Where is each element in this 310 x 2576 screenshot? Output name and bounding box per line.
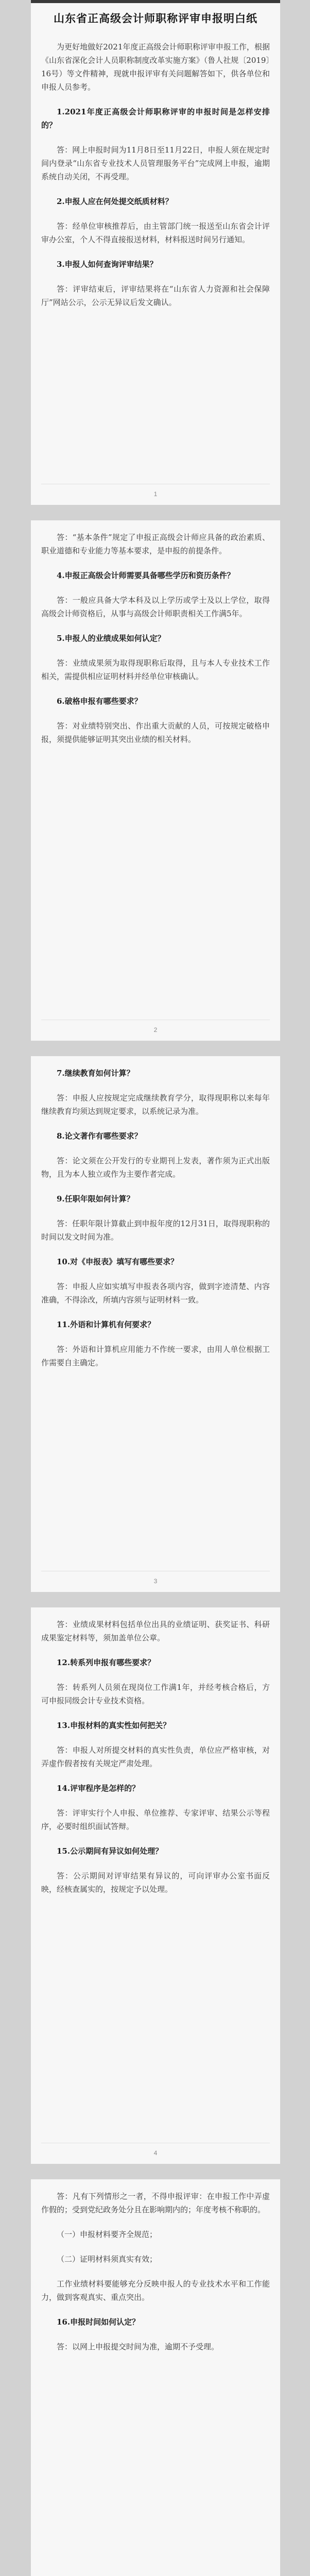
body-paragraph: 答：业绩成果须为取得现职称后取得，且与本人专业技术工作相关，需提供相应证明材料并经单位审核确认。 bbox=[41, 658, 270, 681]
question-paragraph: 16.申报时间如何认定？ bbox=[57, 2317, 140, 2327]
body-paragraph: 答：申报人应按规定完成继续教育学分，取得现职称以来每年继续教育均须达到规定要求，以系统记录为准。 bbox=[41, 1093, 270, 1116]
document-title: 山东省正高级会计师职称评审申报明白纸 bbox=[54, 12, 257, 25]
document-page bbox=[31, 2179, 280, 2576]
body-paragraph: 工作业绩材料要能够充分反映申报人的专业技术水平和工作能力，做到客观真实、重点突出。 bbox=[41, 2279, 270, 2302]
body-paragraph: 答：公示期间对评审结果有异议的，可向评审办公室书面反映，经核查属实的，按规定予以处理。 bbox=[41, 1871, 270, 1894]
question-paragraph: 5.申报人的业绩成果如何认定？ bbox=[57, 634, 165, 643]
body-paragraph: 答：网上申报时间为11月8日至11月22日，申报人须在规定时间内登录“山东省专业技术人员管理服务平台”完成网上申报，逾期系统自动关闭，不再受理。 bbox=[41, 145, 270, 181]
body-paragraph: 为更好地做好2021年度正高级会计师职称评审申报工作，根据《山东省深化会计人员职称制度改革实施方案》（鲁人社规〔2019〕16号）等文件精神，现就申报评审有关问题解答如下，供各单位和申报人员参考。 bbox=[41, 42, 270, 92]
question-paragraph: 2.申报人应在何处提交纸质材料？ bbox=[57, 197, 173, 206]
question-paragraph: 1.2021年度正高级会计师职称评审的申报时间是怎样安排的？ bbox=[41, 107, 270, 130]
body-paragraph: 答：任职年限计算截止到申报年度的12月31日，取得现职称的时间以发文时间为准。 bbox=[41, 1219, 270, 1242]
body-paragraph: 答：评审实行个人申报、单位推荐、专家评审、结果公示等程序，必要时组织面试答辩。 bbox=[41, 1808, 270, 1831]
body-paragraph: 答：评审结束后，评审结果将在“山东省人力资源和社会保障厅”网站公示，公示无异议后发文确认。 bbox=[41, 284, 270, 307]
body-paragraph: 答：外语和计算机应用能力不作统一要求，由用人单位根据工作需要自主确定。 bbox=[41, 1345, 270, 1367]
page-body bbox=[41, 1618, 270, 1896]
page-number: 4 bbox=[153, 2149, 158, 2157]
document-page bbox=[31, 1056, 280, 1592]
document-page bbox=[31, 520, 280, 1041]
body-paragraph: 答：业绩成果材料包括单位出具的业绩证明、获奖证书、科研成果鉴定材料等，须加盖单位公章。 bbox=[41, 1620, 270, 1642]
page-number: 1 bbox=[153, 490, 158, 498]
question-paragraph: 7.继续教育如何计算？ bbox=[57, 1069, 134, 1078]
question-paragraph: 13.申报材料的真实性如何把关？ bbox=[57, 1721, 171, 1730]
body-paragraph: 答：论文须在公开发行的专业期刊上发表，著作须为正式出版物，且为本人独立或作为主要作者完成。 bbox=[41, 1156, 270, 1179]
page-number: 2 bbox=[153, 1026, 158, 1033]
page-body bbox=[41, 2190, 270, 2353]
body-paragraph: 答：“基本条件”规定了申报正高级会计师应具备的政治素质、职业道德和专业能力等基本要求，是申报的前提条件。 bbox=[41, 533, 270, 555]
page-body bbox=[41, 531, 270, 746]
question-paragraph: 15.公示期间有异议如何处理？ bbox=[57, 1846, 163, 1856]
body-paragraph: 答：对业绩特别突出、作出重大贡献的人员，可按规定破格申报，须提供能够证明其突出业绩的相关材料。 bbox=[41, 721, 270, 744]
document-page bbox=[31, 0, 280, 505]
body-paragraph: （一）申报材料要齐全规范； bbox=[57, 2230, 158, 2239]
question-paragraph: 10.对《申报表》填写有哪些要求？ bbox=[57, 1257, 179, 1266]
body-paragraph: 答：转系列人员须在现岗位工作满1年，并经考核合格后，方可申报同级会计专业技术资格。 bbox=[41, 1683, 270, 1705]
page-number: 3 bbox=[153, 1578, 158, 1585]
question-paragraph: 4.申报正高级会计师需要具备哪些学历和资历条件？ bbox=[57, 571, 235, 580]
question-paragraph: 9.任职年限如何计算？ bbox=[57, 1194, 134, 1204]
body-paragraph: 答：以网上申报提交时间为准，逾期不予受理。 bbox=[57, 2342, 219, 2351]
question-paragraph: 8.论文著作有哪些要求？ bbox=[57, 1131, 142, 1141]
body-paragraph: （二）证明材料须真实有效； bbox=[57, 2255, 158, 2264]
question-paragraph: 6.破格申报有哪些要求？ bbox=[57, 697, 142, 706]
question-paragraph: 14.评审程序是怎样的？ bbox=[57, 1784, 140, 1793]
body-paragraph: 答：一般应具备大学本科及以上学历或学士及以上学位，取得高级会计师资格后，从事与高级会计师职责相关工作满5年。 bbox=[41, 596, 270, 618]
page-body bbox=[41, 40, 270, 309]
body-paragraph: 答：经单位审核推荐后，由主管部门统一报送至山东省会计评审办公室，个人不得直接报送材料，材料报送时间另行通知。 bbox=[41, 222, 270, 244]
body-paragraph: 答：申报人对所提交材料的真实性负责，单位应严格审核，对弄虚作假者按有关规定严肃处理。 bbox=[41, 1745, 270, 1768]
body-paragraph: 答：凡有下列情形之一者，不得申报评审：在申报工作中弄虚作假的；受到党纪政务处分且在影响期内的；年度考核不称职的。 bbox=[41, 2192, 270, 2214]
page-body bbox=[41, 1066, 270, 1369]
question-paragraph: 12.转系列申报有哪些要求？ bbox=[57, 1658, 156, 1667]
question-paragraph: 3.申报人如何查询评审结果？ bbox=[57, 260, 158, 269]
question-paragraph: 11.外语和计算机有何要求？ bbox=[57, 1320, 156, 1329]
body-paragraph: 答：申报人应如实填写申报表各项内容，做到字迹清楚、内容准确，不得涂改，所填内容须与证明材料一致。 bbox=[41, 1282, 270, 1304]
document-page bbox=[31, 1607, 280, 2164]
